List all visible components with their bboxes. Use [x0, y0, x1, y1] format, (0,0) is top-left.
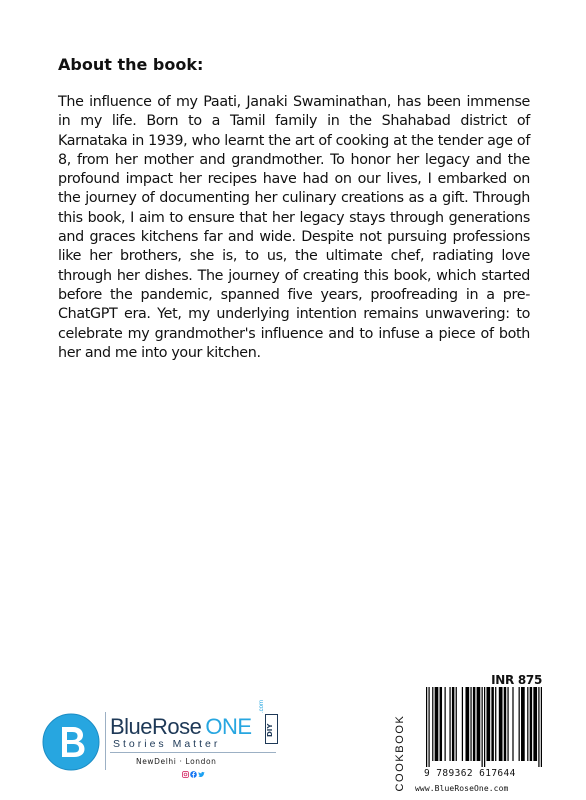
- barcode-bar: [530, 687, 532, 761]
- barcode-bar: [465, 687, 469, 761]
- barcode-bar: [541, 687, 542, 767]
- barcode-bar: [435, 687, 439, 761]
- publisher-tagline: Stories Matter: [113, 738, 221, 750]
- barcode-bar: [482, 687, 483, 767]
- isbn-barcode: [424, 687, 544, 767]
- barcode-bar: [456, 687, 457, 761]
- barcode-bar: [473, 687, 475, 761]
- publisher-com: .com: [259, 699, 265, 713]
- barcode-bar: [512, 687, 513, 761]
- barcode-bar: [432, 687, 433, 761]
- barcode-bar: [440, 687, 442, 761]
- barcode-bar: [426, 687, 427, 767]
- barcode-bar: [449, 687, 450, 761]
- barcode-bar: [484, 687, 485, 767]
- barcode-bar: [533, 687, 537, 761]
- barcode-bar: [504, 687, 506, 761]
- publisher-name: [110, 714, 252, 740]
- publisher-name-main: BlueRose: [110, 714, 202, 739]
- barcode-bar: [462, 687, 463, 761]
- barcode-bar: [452, 687, 454, 761]
- publisher-cities: NewDelhi · London: [136, 757, 217, 766]
- barcode-bar: [491, 687, 493, 761]
- barcode-bar: [519, 687, 520, 761]
- diy-label: DIY: [266, 723, 274, 737]
- tagline-rule: [110, 752, 276, 753]
- price-label: INR 875: [491, 673, 542, 687]
- publisher-url: www.BlueRoseOne.com: [415, 784, 509, 793]
- instagram-icon: [182, 771, 189, 778]
- social-icons: [182, 770, 205, 778]
- barcode-bar: [499, 687, 503, 761]
- barcode-bar: [495, 687, 496, 761]
- barcode-bar: [445, 687, 446, 761]
- genre-label: COOKBOOK: [394, 714, 406, 792]
- barcode-bar: [527, 687, 528, 761]
- barcode-bar: [428, 687, 429, 767]
- barcode-bar: [477, 687, 481, 761]
- barcode-bar: [521, 687, 525, 761]
- logo-divider: [105, 712, 106, 770]
- barcode-bar: [470, 687, 471, 761]
- facebook-icon: [190, 771, 197, 778]
- book-description: The influence of my Paati, Janaki Swaminathan, has been immense in my life. Born to a Tamil family in the Shahabad district of Karnataka in 1939, who learnt the art of cooking at the tender age of 8, from her mother and grandmother. To honor her legacy and the profound impact her recipes have had on our lives, I embarked on the journey of documenting her culinary creations as a gift. Through this book, I aim to ensure that her legacy stays through generations and graces kitchens far and wide. Despite not pursuing professions like her brothers, she is, to us, the ultimate chef, radiating love through her dishes. The journey of creating this book, which started before the pandemic, spanned five years, proofreading in a pre-ChatGPT era. Yet, my underlying intention remains unwavering: to celebrate my grandmother's influence and to infuse a piece of both her and me into your kitchen.: [58, 94, 530, 361]
- bluerose-logo-icon: [42, 713, 100, 771]
- barcode-digits: 9 789362 617644: [424, 768, 516, 779]
- barcode-bar: [538, 687, 539, 767]
- section-heading: About the book:: [58, 55, 204, 74]
- barcode-bar: [486, 687, 490, 761]
- twitter-icon: [198, 771, 205, 778]
- barcode-bar: [507, 687, 508, 761]
- publisher-name-accent: ONE: [205, 714, 252, 739]
